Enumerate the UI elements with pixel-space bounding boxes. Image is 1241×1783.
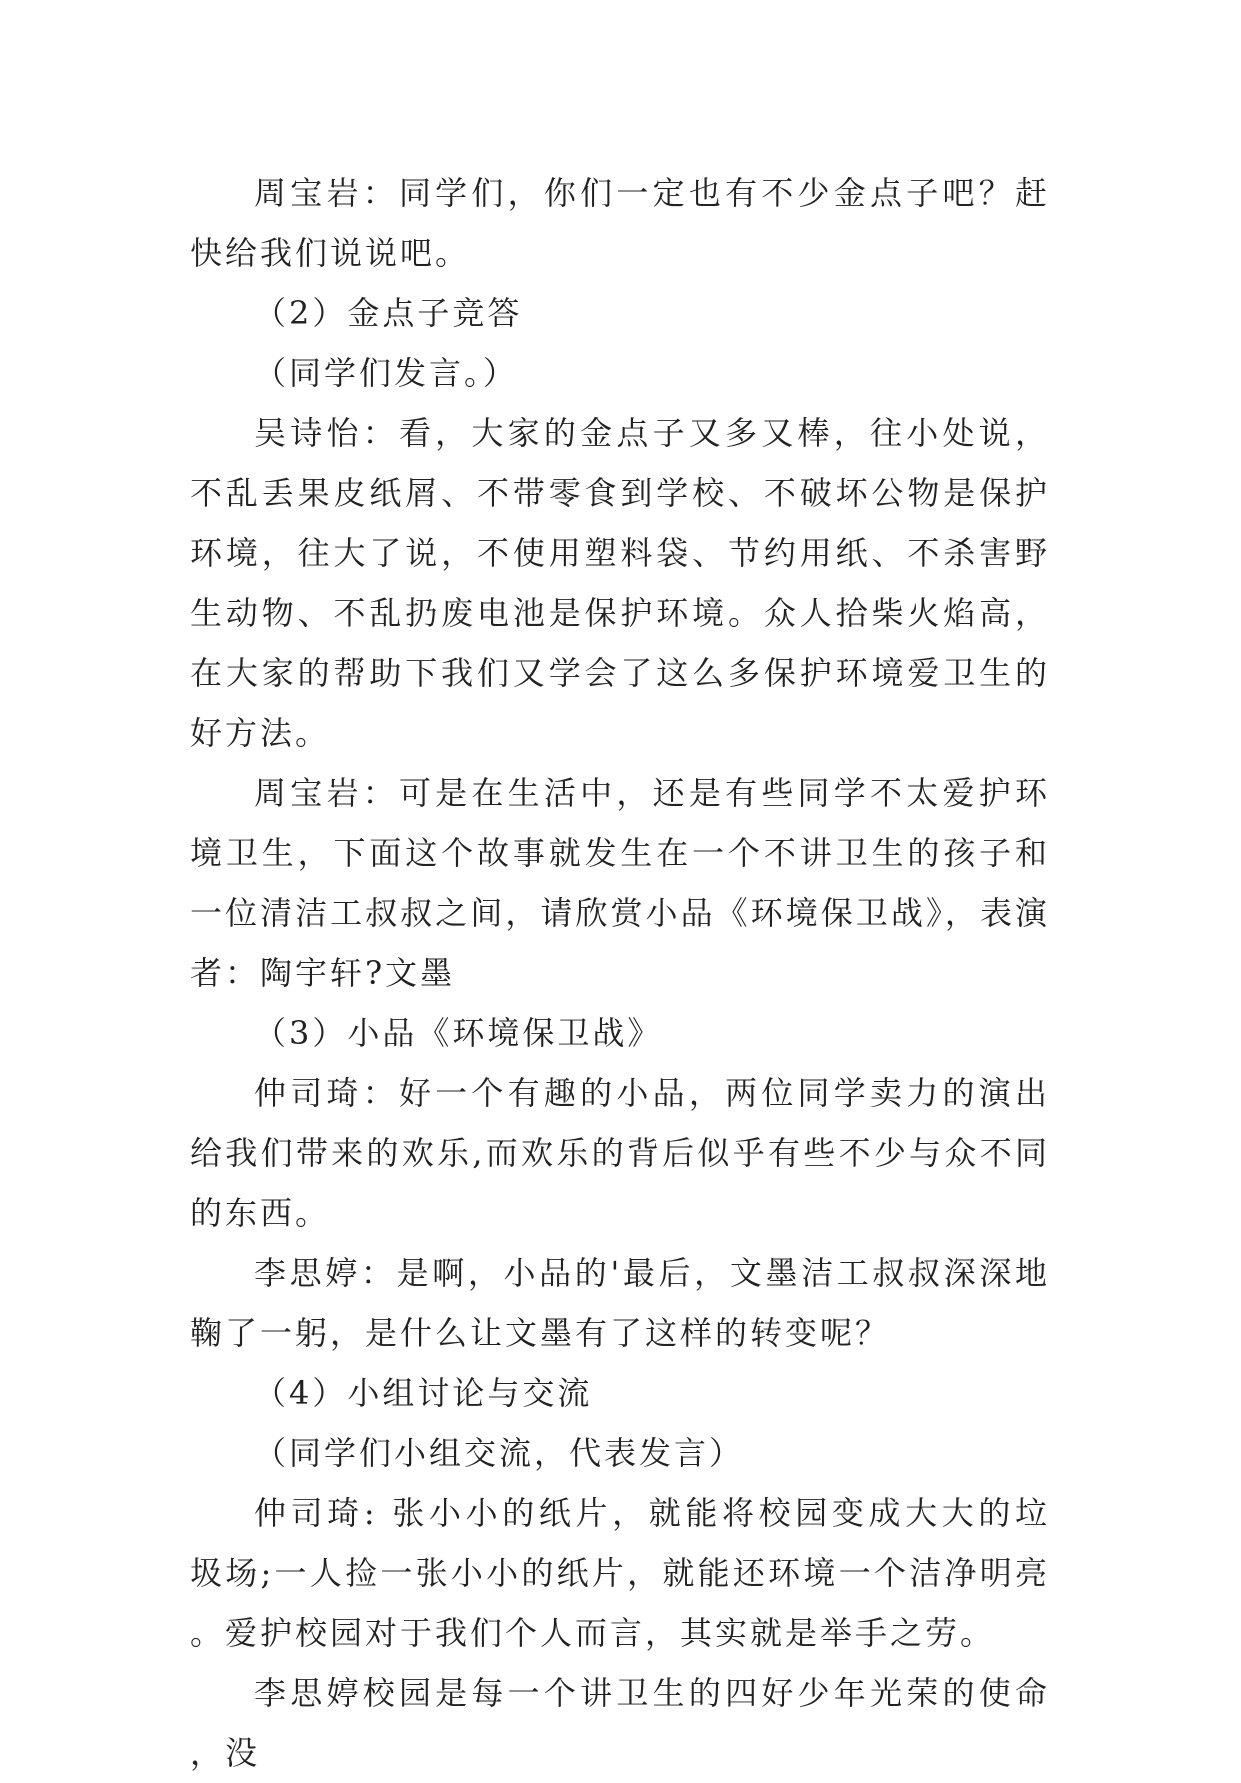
paragraph-li-2: 李思婷校园是每一个讲卫生的四好少年光荣的使命，没 [190, 1674, 1050, 1772]
stage-note-2: （同学们小组交流，代表发言） [254, 1434, 745, 1472]
section-heading-2: （2）金点子竞答 [254, 294, 523, 332]
paragraph-zhou-1: 周宝岩：同学们，你们一定也有不少金点子吧？赶快给我们说说吧。 [190, 174, 1050, 272]
paragraph-zhong-1: 仲司琦：好一个有趣的小品，两位同学卖力的演出给我们带来的欢乐,而欢乐的背后似乎有些不少与众不同的东西。 [190, 1074, 1050, 1232]
paragraph-wu-1: 吴诗怡：看，大家的金点子又多又棒，往小处说，不乱丢果皮纸屑、不带零食到学校、不破坏公物是保护环境，往大了说，不使用塑料袋、节约用纸、不杀害野生动物、不乱扔废电池是保护环境。众人拾柴火焰高，在大家的帮助下我们又学会了这么多保护环境爱卫生的好方法。 [190, 414, 1050, 752]
paragraph-zhou-2: 周宝岩：可是在生活中，还是有些同学不太爱护环境卫生，下面这个故事就发生在一个不讲卫生的孩子和一位清洁工叔叔之间，请欣赏小品《环境保卫战》，表演者：陶宇轩?文墨 [190, 774, 1050, 992]
stage-note-1: （同学们发言。） [254, 354, 519, 392]
document-body [190, 163, 1050, 1783]
paragraph-li-1: 李思婷：是啊，小品的'最后，文墨洁工叔叔深深地鞠了一躬，是什么让文墨有了这样的转变呢？ [190, 1254, 1050, 1352]
section-heading-4: （4）小组讨论与交流 [254, 1374, 593, 1412]
paragraph-zhong-2: 仲司琦: 张小小的纸片，就能将校园变成大大的垃圾场;一人捡一张小小的纸片，就能还环境一个洁净明亮。爱护校园对于我们个人而言，其实就是举手之劳。 [190, 1494, 1050, 1652]
section-heading-3: （3）小品《环境保卫战》 [254, 1014, 663, 1052]
